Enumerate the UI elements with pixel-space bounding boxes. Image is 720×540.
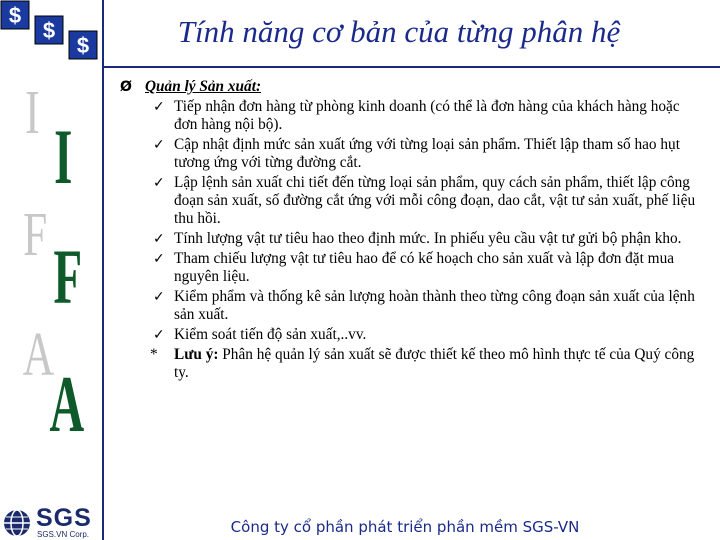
list-item-text: Tính lượng vật tư tiêu hao theo định mức. In phiếu yêu cầu vật tư gửi bộ phận kho.	[174, 230, 682, 247]
dollar-logo-icon	[0, 0, 102, 66]
sgs-logo-subtext: SGS.VN Corp.	[37, 530, 90, 539]
letter-a-shadow: A	[22, 321, 55, 389]
list-item	[120, 326, 705, 344]
section-heading-text: Quản lý Sản xuất:	[145, 78, 262, 95]
list-item-text: Lập lệnh sản xuất chi tiết đến từng loại sản phẩm, quy cách sản phẩm, thiết lập công đoạn sản xuất, số đường cắt ứng với mỗi công đoạn, dao cắt, vật tư sản xuất, phế liệu thu hồi.	[174, 174, 696, 227]
checkmark-icon: ✓	[153, 137, 165, 153]
checkmark-icon: ✓	[153, 289, 165, 305]
svg-text:$: $	[42, 18, 56, 43]
horizontal-rule	[103, 66, 720, 68]
list-item	[120, 288, 705, 324]
checkmark-icon: ✓	[153, 251, 165, 267]
list-item	[120, 250, 705, 286]
checkmark-icon: ✓	[153, 175, 165, 191]
checkmark-icon: ✓	[153, 327, 165, 343]
list-item-text: Cập nhật định mức sản xuất ứng với từng loại sản phẩm. Thiết lập tham số hao hụt tương ứng với từng đường cắt.	[174, 136, 680, 171]
svg-text:$: $	[8, 3, 22, 28]
list-item-text: Tiếp nhận đơn hàng từ phòng kinh doanh (có thể là đơn hàng của khách hàng hoặc đơn hàng nội bộ).	[174, 98, 680, 133]
footer-company: Công ty cổ phần phát triển phần mềm SGS-VN	[230, 518, 580, 536]
list-item	[120, 174, 705, 228]
letter-a: A	[49, 361, 85, 449]
note-marker: *	[150, 346, 158, 363]
svg-text:$: $	[76, 33, 90, 58]
list-item-text: Tham chiếu lượng vật tư tiêu hao để có kế hoạch cho sản xuất và lập đơn đặt mua nguyên liệu.	[174, 250, 675, 285]
slide-content	[120, 78, 705, 382]
list-item	[120, 230, 705, 248]
vertical-rule	[102, 0, 104, 540]
letter-i: I	[54, 113, 73, 200]
globe-icon	[2, 508, 32, 538]
list-item	[120, 98, 705, 134]
note-label: Lưu ý:	[174, 346, 219, 363]
list-item-text: Kiểm soát tiến độ sản xuất,..vv.	[174, 326, 367, 343]
letter-f-shadow: F	[23, 201, 48, 269]
note	[120, 346, 705, 382]
slide-title: Tính năng cơ bản của từng phân hệ	[177, 14, 621, 49]
checkmark-icon: ✓	[153, 99, 165, 115]
list-item-text: Kiểm phẩm và thống kê sản lượng hoàn thành theo từng công đoạn sản xuất của lệnh sản xuất.	[174, 288, 695, 323]
note-text: Phân hệ quản lý sản xuất sẽ được thiết kế theo mô hình thực tế của Quý công ty.	[174, 346, 695, 381]
list-item	[120, 136, 705, 172]
left-decoration	[0, 0, 110, 540]
arrow-bullet-icon: Ø	[120, 79, 132, 95]
letter-f: F	[53, 233, 83, 320]
section-heading	[120, 78, 705, 96]
checkmark-icon: ✓	[153, 231, 165, 247]
sgs-logo-text: SGS	[36, 504, 92, 532]
letter-i-shadow: I	[25, 79, 40, 147]
